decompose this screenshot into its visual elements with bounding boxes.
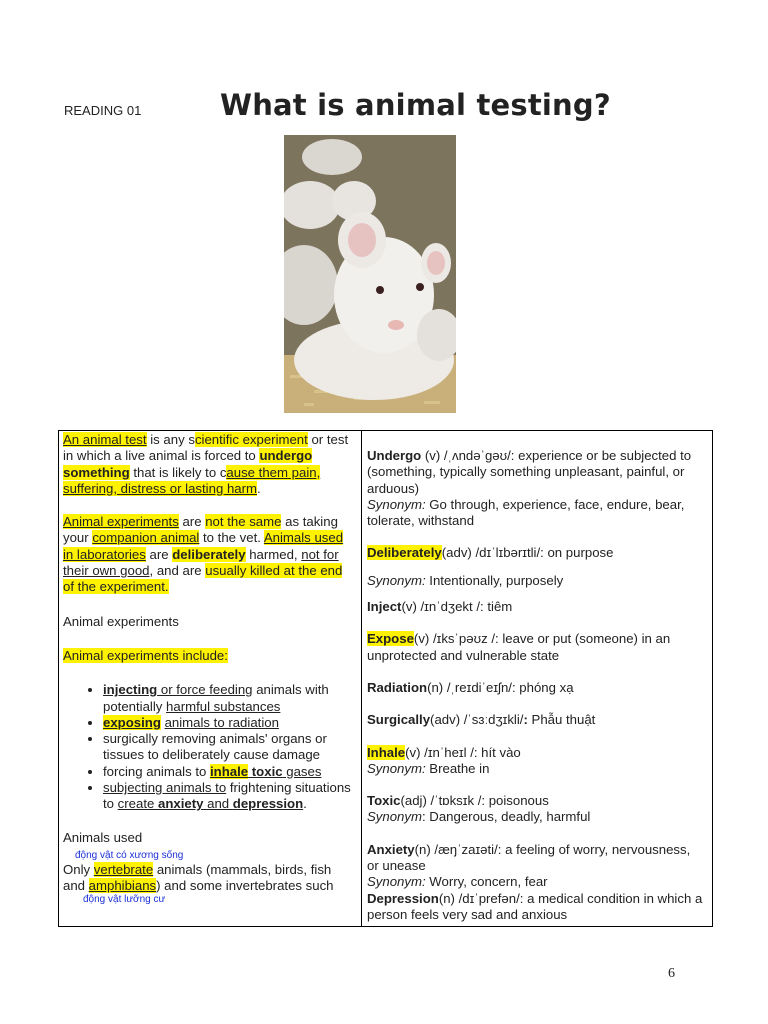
reading-text-column	[63, 431, 355, 906]
vocab-inhale: Inhale(v) /ɪnˈheɪl /: hít vào	[367, 744, 521, 760]
white-mice-photo	[284, 135, 456, 413]
text-run: not for their own good	[63, 546, 339, 579]
list-item: • surgically removing animals' organs or tissues to deliberately cause damage	[103, 731, 355, 764]
text-run: harmed,	[245, 546, 302, 562]
vocab-anxiety-synonym: Synonym: Worry, concern, fear	[367, 874, 548, 890]
text-run: deliberately	[172, 546, 246, 562]
paragraph-experiments	[63, 514, 355, 595]
vocab-surgically: Surgically(adv) /ˈsɜːdʒɪkli/: Phẫu thuật	[367, 712, 596, 728]
text-run: companion animal	[92, 530, 200, 546]
text-run: not the same	[205, 514, 282, 530]
text-run: is any s	[146, 432, 195, 447]
text-run: Animal experiments include:	[63, 647, 228, 663]
vocab-deliberately-synonym: Synonym: Intentionally, purposely	[367, 572, 564, 588]
vocab-undergo: Undergo (v) /ˌʌndəˈɡəʊ/: experience or be subjected to (something, typically something unpleasant, painful, or arduous)	[367, 448, 692, 496]
vocab-deliberately: Deliberately(adv) /dɪˈlɪbərɪtli/: on purpose	[367, 545, 614, 561]
vocab-toxic: Toxic(adj) /ˈtɒksɪk /: poisonous	[367, 793, 549, 809]
text-run: ause them pain, suffering, distress or lasting harm	[63, 464, 321, 496]
text-run: .	[257, 480, 261, 496]
vocabulary-table	[58, 430, 713, 927]
list-item: • injecting or force feeding animals with potentially harmful substances	[103, 682, 355, 715]
text-run: usually killed at the end of the experiment.	[63, 563, 343, 595]
list-item: • subjecting animals to frightening situations to create anxiety and depression.	[103, 780, 355, 813]
text-run: are	[178, 514, 206, 530]
section-subheading-include	[63, 648, 355, 664]
page-number: 6	[668, 966, 675, 981]
paragraph-animals-used: Only vertebrate animals (mammals, birds, fish and amphibians) and some invertebrates such	[63, 861, 334, 894]
mice-illustration	[284, 135, 456, 413]
text-run: as taking your	[63, 514, 338, 546]
annotation-vertebrate: động vật có xương sống	[75, 849, 184, 861]
vocab-anxiety: Anxiety(n) /æŋˈzaɪəti/: a feeling of worry, nervousness, or unease	[367, 841, 691, 874]
vocab-radiation: Radiation(n) /ˌreɪdiˈeɪʃn/: phóng xạ	[367, 679, 574, 695]
text-run: Animals used in laboratories	[63, 530, 344, 562]
text-run: undergo something	[63, 448, 313, 480]
experiments-list	[63, 682, 355, 812]
vocab-toxic-synonym: Synonym: Dangerous, deadly, harmful	[367, 809, 591, 825]
text-run: are	[145, 546, 173, 562]
vocab-inhale-synonym: Synonym: Breathe in	[367, 760, 490, 776]
text-run: or test in which a live animal is forced to	[63, 432, 349, 464]
text-run: cientific experiment	[194, 432, 308, 447]
text-run: , and are	[149, 563, 206, 579]
text-run: Animal experiments	[63, 514, 179, 530]
list-item: • forcing animals to inhale toxic gases	[103, 764, 355, 780]
annotation-amphibian: động vật lưỡng cư	[83, 893, 166, 905]
text-run: that is likely to c	[129, 464, 227, 480]
vocabulary-column	[367, 431, 705, 923]
reading-label: READING 01	[64, 103, 142, 118]
section-heading-experiments: Animal experiments	[63, 613, 179, 629]
vocab-expose: Expose(v) /ɪksˈpəʊz /: leave or put (someone) in an unprotected and vulnerable state	[367, 631, 671, 663]
page-title: What is animal testing?	[220, 88, 611, 122]
column-divider	[361, 431, 362, 926]
paragraph-definition	[63, 432, 355, 497]
text-run: An animal test	[63, 432, 147, 447]
vocab-undergo-synonym: Synonym: Go through, experience, face, endure, bear, tolerate, withstand	[367, 496, 685, 529]
vocab-inject: Inject(v) /ɪnˈdʒekt /: tiêm	[367, 599, 513, 615]
vocab-depression: Depression(n) /dɪˈprefən/: a medical condition in which a person feels very sad and anxious	[367, 890, 703, 922]
list-item: • exposing animals to radiation	[103, 715, 355, 731]
section-heading-animals-used: Animals used	[63, 829, 143, 845]
text-run: to the vet.	[199, 530, 264, 546]
